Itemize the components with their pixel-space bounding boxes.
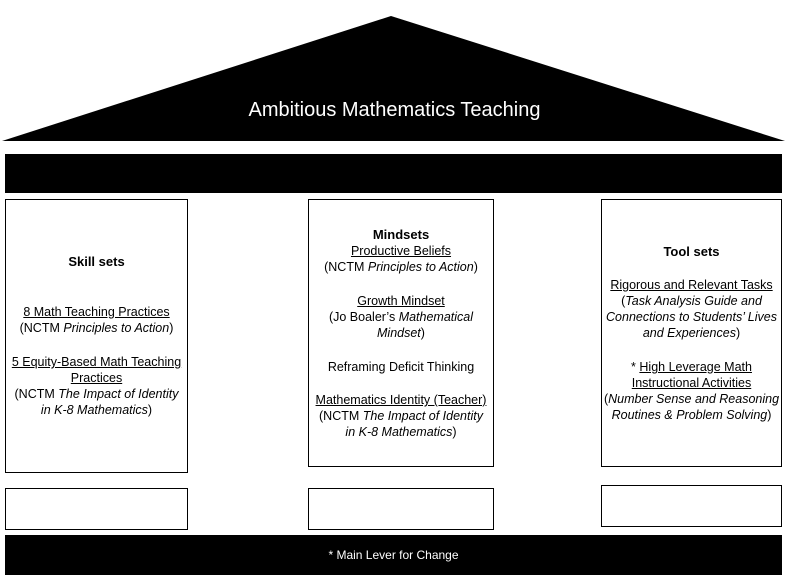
main-lever-star: * <box>631 360 636 374</box>
skill-item-teaching-practices <box>6 304 187 336</box>
mindsets-base <box>308 488 494 530</box>
tool-item-tasks <box>602 277 781 341</box>
roof-title: Ambitious Mathematics Teaching <box>248 99 541 121</box>
mind-item4-title: Mathematics Identity (Teacher) <box>315 393 487 407</box>
skill-item-equity-practices <box>6 354 187 418</box>
tool-item2-ref-l2: Routines & Problem Solving) <box>611 408 772 422</box>
skill-item2-ref-l2: in K-8 Mathematics) <box>40 403 153 417</box>
tool-item2-title-l1: * High Leverage Math <box>631 360 752 374</box>
skill-sets-heading: Skill sets <box>68 254 125 269</box>
foundation-footer: * Main Lever for Change <box>5 535 782 575</box>
mind-item2-title: Growth Mindset <box>357 294 445 308</box>
skill-item2-title-l2: Practices <box>70 371 123 385</box>
mind-item2-ref-l1: (Jo Boaler’s Mathematical <box>328 310 474 324</box>
mind-item1-title: Productive Beliefs <box>350 244 452 258</box>
mind-item1-ref: (NCTM Principles to Action) <box>324 260 478 274</box>
skill-item1-ref: (NCTM Principles to Action) <box>19 321 174 335</box>
skill-item2-title-l1: 5 Equity-Based Math Teaching <box>11 355 182 369</box>
mind-item2-ref-l2: Mindset) <box>377 326 425 340</box>
mind-item-beliefs <box>309 227 493 275</box>
mind-item-identity <box>309 392 493 440</box>
skill-item1-title: 8 Math Teaching Practices <box>23 305 170 319</box>
tool-item-activities <box>602 359 781 423</box>
tool-item1-title: Rigorous and Relevant Tasks <box>610 278 773 292</box>
skill-sets-base <box>5 488 188 530</box>
tool-item1-ref-l3: and Experiences) <box>642 326 741 340</box>
crossbeam <box>5 154 782 193</box>
skill-item2-ref-l1: (NCTM The Impact of Identity <box>14 387 179 401</box>
tool-item2-ref-l1: (Number Sense and Reasoning <box>603 392 780 406</box>
mind-item3-title: Reframing Deficit Thinking <box>327 360 475 374</box>
roof-triangle <box>0 0 789 145</box>
tool-item1-ref-l1: (Task Analysis Guide and <box>621 294 762 308</box>
tool-item1-ref-l2: Connections to Students’ Lives <box>606 310 777 324</box>
pillar-tool-sets <box>601 199 782 467</box>
mind-item-reframing <box>309 359 493 375</box>
tool-sets-heading: Tool sets <box>663 244 720 259</box>
mindsets-heading: Mindsets <box>372 227 430 242</box>
tool-sets-base <box>601 485 782 527</box>
pillar-skill-sets <box>5 199 188 473</box>
pillar-mindsets <box>308 199 494 467</box>
mind-item4-ref-l2: in K-8 Mathematics) <box>345 425 457 439</box>
mind-item4-ref-l1: (NCTM The Impact of Identity <box>319 409 483 423</box>
mind-item-growth <box>309 293 493 341</box>
tool-item2-title-l2: Instructional Activities <box>631 376 752 390</box>
